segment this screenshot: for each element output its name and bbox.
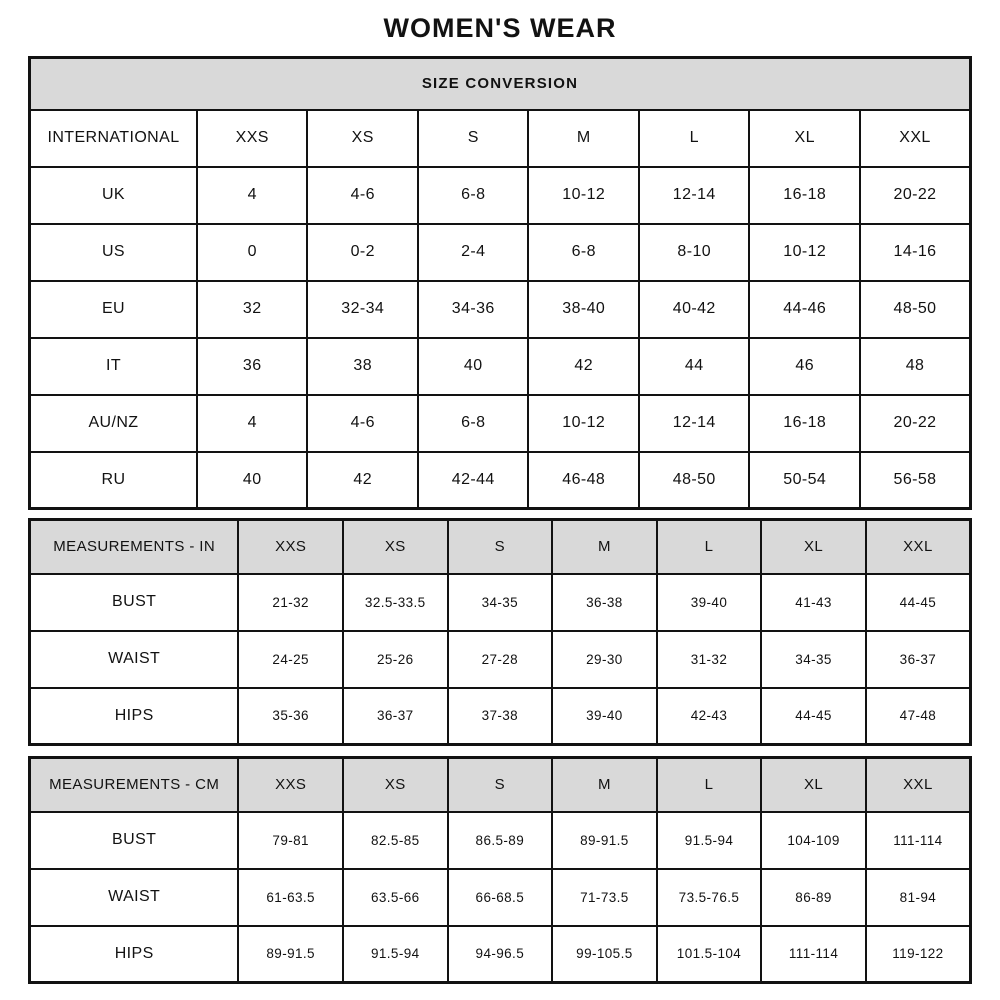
column-header-xs: XS [343,758,448,812]
cell: 46-48 [528,452,639,509]
cell: 44 [639,338,750,395]
cell: 38-40 [528,281,639,338]
cell: 24-25 [238,631,343,688]
cell: 10-12 [749,224,860,281]
cell: 89-91.5 [238,926,343,983]
cell: 4-6 [307,167,418,224]
column-header-xl: XL [761,758,866,812]
cell: 99-105.5 [552,926,657,983]
cell: 16-18 [749,395,860,452]
column-header-xs: XS [307,110,418,167]
cell: 63.5-66 [343,869,448,926]
cell: 61-63.5 [238,869,343,926]
measurements-cm-header-row [30,758,971,812]
cell: 48-50 [860,281,971,338]
cell: 6-8 [418,395,529,452]
cell: 82.5-85 [343,812,448,869]
table-row-it [30,338,971,395]
column-header-xxs: XXS [238,520,343,574]
cell: 21-32 [238,574,343,631]
cell: 42 [528,338,639,395]
cell: 42-44 [418,452,529,509]
table-row-eu [30,281,971,338]
cell: 119-122 [866,926,971,983]
cell: 35-36 [238,688,343,745]
table-row-aunz [30,395,971,452]
cell: 0-2 [307,224,418,281]
cell: 36 [197,338,308,395]
size-conversion-table [28,56,972,510]
cell: 111-114 [866,812,971,869]
cell: 2-4 [418,224,529,281]
cell: 50-54 [749,452,860,509]
table-row-ru [30,452,971,509]
cell: 41-43 [761,574,866,631]
cell: 10-12 [528,167,639,224]
table-row-bust-in [30,574,971,631]
cell: 91.5-94 [343,926,448,983]
cell: 0 [197,224,308,281]
cell: 111-114 [761,926,866,983]
cell: 27-28 [448,631,553,688]
column-header-l: L [657,520,762,574]
cell: 4 [197,167,308,224]
cell: 12-14 [639,395,750,452]
cell: 20-22 [860,395,971,452]
cell: 44-45 [761,688,866,745]
page-title: WOMEN'S WEAR [383,13,617,43]
cell: 39-40 [657,574,762,631]
cell: 4 [197,395,308,452]
cell: 47-48 [866,688,971,745]
cell: 29-30 [552,631,657,688]
column-header-xxl: XXL [866,758,971,812]
column-header-l: L [657,758,762,812]
table-row-hips-cm [30,926,971,983]
row-label: BUST [30,574,239,631]
row-label: WAIST [30,869,239,926]
cell: 39-40 [552,688,657,745]
cell: 10-12 [528,395,639,452]
cell: 42 [307,452,418,509]
size-conversion-header-row [30,110,971,167]
cell: 36-38 [552,574,657,631]
cell: 20-22 [860,167,971,224]
cell: 37-38 [448,688,553,745]
cell: 91.5-94 [657,812,762,869]
cell: 81-94 [866,869,971,926]
cell: 8-10 [639,224,750,281]
cell: 14-16 [860,224,971,281]
table-row-hips-in [30,688,971,745]
cell: 101.5-104 [657,926,762,983]
cell: 32 [197,281,308,338]
cell: 86.5-89 [448,812,553,869]
row-label: AU/NZ [30,395,197,452]
column-header-xxs: XXS [238,758,343,812]
measurements-in-header-row [30,520,971,574]
row-label: RU [30,452,197,509]
cell: 46 [749,338,860,395]
cell: 40-42 [639,281,750,338]
table-row-us [30,224,971,281]
cell: 32-34 [307,281,418,338]
cell: 86-89 [761,869,866,926]
cell: 44-45 [866,574,971,631]
column-header-measurements-in: MEASUREMENTS - IN [30,520,239,574]
cell: 12-14 [639,167,750,224]
table-row-waist-cm [30,869,971,926]
row-label: BUST [30,812,239,869]
cell: 44-46 [749,281,860,338]
cell: 56-58 [860,452,971,509]
cell: 31-32 [657,631,762,688]
cell: 79-81 [238,812,343,869]
size-conversion-title: SIZE CONVERSION [30,58,971,110]
measurements-cm-table [28,756,972,984]
column-header-s: S [448,758,553,812]
cell: 40 [197,452,308,509]
table-row-waist-in [30,631,971,688]
cell: 48 [860,338,971,395]
cell: 73.5-76.5 [657,869,762,926]
column-header-international: INTERNATIONAL [30,110,197,167]
cell: 38 [307,338,418,395]
cell: 94-96.5 [448,926,553,983]
cell: 36-37 [343,688,448,745]
cell: 32.5-33.5 [343,574,448,631]
cell: 40 [418,338,529,395]
cell: 25-26 [343,631,448,688]
row-label: HIPS [30,688,239,745]
cell: 16-18 [749,167,860,224]
row-label: WAIST [30,631,239,688]
column-header-m: M [552,758,657,812]
row-label: EU [30,281,197,338]
cell: 6-8 [528,224,639,281]
row-label: IT [30,338,197,395]
column-header-xl: XL [749,110,860,167]
column-header-s: S [448,520,553,574]
column-header-xxl: XXL [860,110,971,167]
size-conversion-title-row [30,58,971,110]
cell: 34-36 [418,281,529,338]
table-row-uk [30,167,971,224]
column-header-m: M [552,520,657,574]
column-header-xs: XS [343,520,448,574]
table-row-bust-cm [30,812,971,869]
column-header-xxl: XXL [866,520,971,574]
measurements-in-table [28,518,972,746]
cell: 42-43 [657,688,762,745]
cell: 34-35 [448,574,553,631]
cell: 89-91.5 [552,812,657,869]
cell: 104-109 [761,812,866,869]
column-header-measurements-cm: MEASUREMENTS - CM [30,758,239,812]
cell: 71-73.5 [552,869,657,926]
cell: 48-50 [639,452,750,509]
cell: 34-35 [761,631,866,688]
column-header-s: S [418,110,529,167]
cell: 66-68.5 [448,869,553,926]
cell: 36-37 [866,631,971,688]
cell: 4-6 [307,395,418,452]
row-label: HIPS [30,926,239,983]
row-label: US [30,224,197,281]
row-label: UK [30,167,197,224]
column-header-l: L [639,110,750,167]
column-header-xl: XL [761,520,866,574]
column-header-xxs: XXS [197,110,308,167]
cell: 6-8 [418,167,529,224]
column-header-m: M [528,110,639,167]
